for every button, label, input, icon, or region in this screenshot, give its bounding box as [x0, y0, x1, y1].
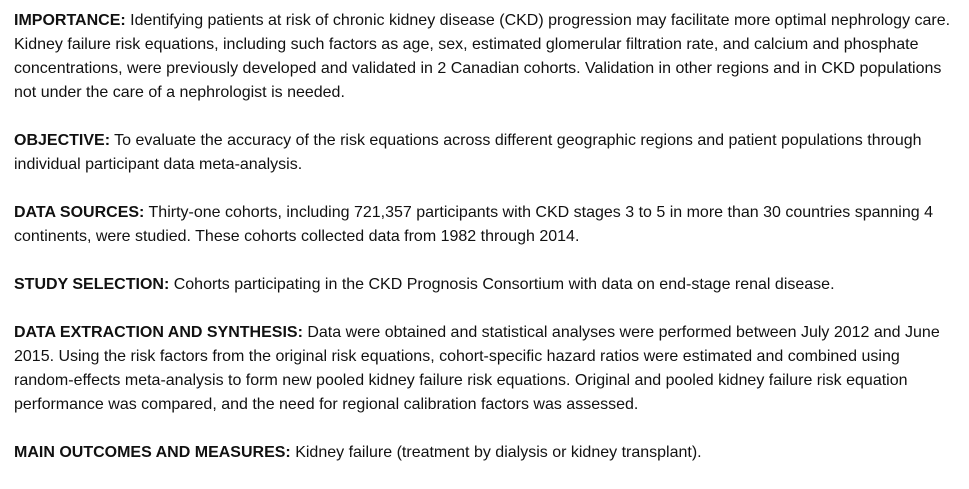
section-text: Cohorts participating in the CKD Prognosis Consortium with data on end-stage renal disease. [169, 276, 835, 293]
section-data-extraction [14, 321, 959, 417]
section-label: MAIN OUTCOMES AND MEASURES: [14, 444, 291, 461]
section-text: Kidney failure (treatment by dialysis or kidney transplant). [290, 444, 702, 461]
section-objective [14, 129, 959, 177]
section-data-sources [14, 201, 959, 249]
abstract-body [14, 9, 959, 489]
section-study-selection [14, 273, 959, 297]
section-text: Data were obtained and statistical analyses were performed between July 2012 and June 2015. Using the risk factors from the original risk equations, cohort-specific hazard ratios were estimated and combined using random-effects meta-analysis to form new pooled kidney failure risk equations. Original and pooled kidney failure risk equation performance was compared, and the need for regional calibration factors was assessed. [14, 324, 940, 413]
section-importance [14, 9, 959, 105]
section-label: DATA EXTRACTION AND SYNTHESIS: [14, 324, 303, 341]
section-label: STUDY SELECTION: [14, 276, 170, 293]
section-label: IMPORTANCE: [14, 12, 126, 29]
section-label: DATA SOURCES: [14, 204, 145, 221]
section-main-outcomes [14, 441, 959, 465]
section-label: OBJECTIVE: [14, 132, 111, 149]
section-text: Identifying patients at risk of chronic kidney disease (CKD) progression may facilitate more optimal nephrology care. Kidney failure risk equations, including such factors as age, sex, estimated glomerular filtration rate, and calcium and phosphate concentrations, were previously developed and validated in 2 Canadian cohorts. Validation in other regions and in CKD populations not under the care of a nephrologist is needed. [14, 12, 951, 101]
section-text: To evaluate the accuracy of the risk equations across different geographic regions and patient populations through individual participant data meta-analysis. [14, 132, 922, 173]
section-text: Thirty-one cohorts, including 721,357 participants with CKD stages 3 to 5 in more than 30 countries spanning 4 continents, were studied. These cohorts collected data from 1982 through 2014. [14, 204, 933, 245]
